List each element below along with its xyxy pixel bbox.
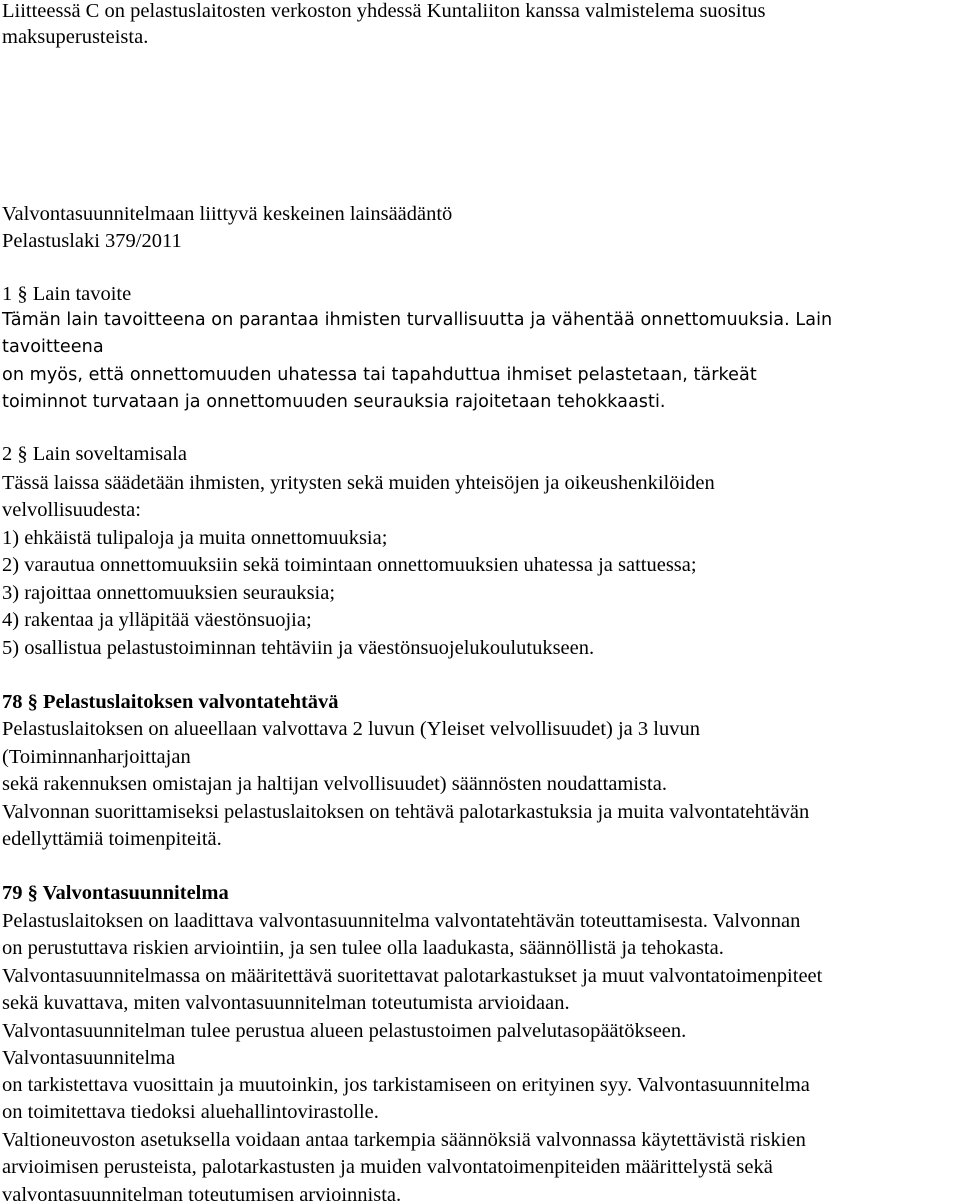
legislation-heading: Valvontasuunnitelmaan liittyvä keskeinen lainsäädäntö bbox=[2, 203, 453, 225]
section-79-line: Valvontasuunnitelma bbox=[2, 1047, 176, 1069]
section-2-title: 2 § Lain soveltamisala bbox=[2, 443, 188, 465]
section-79-line: on tarkistettava vuosittain ja muutoinkin, jos tarkistamiseen on erityinen syy. Valvontasuunnitelma bbox=[2, 1074, 810, 1096]
section-2-line: Tässä laissa säädetään ihmisten, yritysten sekä muiden yhteisöjen ja oikeushenkilöiden bbox=[2, 472, 715, 494]
section-2-line: 2) varautua onnettomuuksiin sekä toimintaan onnettomuuksien uhatessa ja sattuessa; bbox=[2, 554, 697, 576]
section-1-line: toiminnot turvataan ja onnettomuuden seurauksia rajoitetaan tehokkaasti. bbox=[2, 392, 666, 412]
intro-line-1: Liitteessä C on pelastuslaitosten verkoston yhdessä Kuntaliiton kanssa valmistelema suositus bbox=[2, 0, 766, 22]
section-79-line: Valvontasuunnitelmassa on määritettävä suoritettavat palotarkastukset ja muut valvontatoimenpiteet bbox=[2, 965, 823, 987]
section-79-line: arvioimisen perusteista, palotarkastusten ja muiden valvontatoimenpiteiden määrittelystä sekä bbox=[2, 1156, 773, 1178]
section-2-line: velvollisuudesta: bbox=[2, 499, 141, 521]
section-79-line: Valtioneuvoston asetuksella voidaan antaa tarkempia säännöksiä valvonnassa käytettävistä riskien bbox=[2, 1129, 806, 1151]
section-79-line: on perustuttava riskien arviointiin, ja sen tulee olla laadukasta, säännöllistä ja tehokasta. bbox=[2, 937, 724, 959]
section-79-title: 79 § Valvontasuunnitelma bbox=[2, 882, 229, 904]
section-79-line: on toimitettava tiedoksi aluehallintovirastolle. bbox=[2, 1101, 379, 1123]
section-2-line: 3) rajoittaa onnettomuuksien seurauksia; bbox=[2, 582, 336, 604]
section-1-line: Tämän lain tavoitteena on parantaa ihmisten turvallisuutta ja vähentää onnettomuuksia. Lain bbox=[2, 310, 833, 330]
section-1-title: 1 § Lain tavoite bbox=[2, 283, 132, 305]
section-79-line: valvontasuunnitelman toteutumisen arvioinnista. bbox=[2, 1184, 402, 1204]
section-78-title: 78 § Pelastuslaitoksen valvontatehtävä bbox=[2, 691, 339, 713]
section-79-line: Valvontasuunnitelman tulee perustua alueen pelastustoimen palvelutasopäätökseen. bbox=[2, 1020, 687, 1042]
section-78-line: sekä rakennuksen omistajan ja haltijan velvollisuudet) säännösten noudattamista. bbox=[2, 773, 667, 795]
section-79-line: Pelastuslaitoksen on laadittava valvontasuunnitelma valvontatehtävän toteuttamisesta. Valvonnan bbox=[2, 910, 801, 932]
section-2-line: 1) ehkäistä tulipaloja ja muita onnettomuuksia; bbox=[2, 527, 388, 549]
intro-line-2: maksuperusteista. bbox=[2, 26, 149, 48]
section-78-line: edellyttämiä toimenpiteitä. bbox=[2, 828, 222, 850]
section-2-line: 4) rakentaa ja ylläpitää väestönsuojia; bbox=[2, 609, 312, 631]
section-78-line: Pelastuslaitoksen on alueellaan valvottava 2 luvun (Yleiset velvollisuudet) ja 3 luvun bbox=[2, 718, 700, 740]
section-1-line: on myös, että onnettomuuden uhatessa tai tapahduttua ihmiset pelastetaan, tärkeät bbox=[2, 365, 757, 385]
law-name: Pelastuslaki 379/2011 bbox=[2, 230, 182, 252]
section-78-line: Valvonnan suorittamiseksi pelastuslaitoksen on tehtävä palotarkastuksia ja muita valvontatehtävän bbox=[2, 801, 810, 823]
section-2-line: 5) osallistua pelastustoiminnan tehtäviin ja väestönsuojelukoulutukseen. bbox=[2, 637, 595, 659]
section-1-line: tavoitteena bbox=[2, 337, 104, 357]
section-79-line: sekä kuvattava, miten valvontasuunnitelman toteutumista arvioidaan. bbox=[2, 992, 570, 1014]
section-78-line: (Toiminnanharjoittajan bbox=[2, 746, 191, 768]
